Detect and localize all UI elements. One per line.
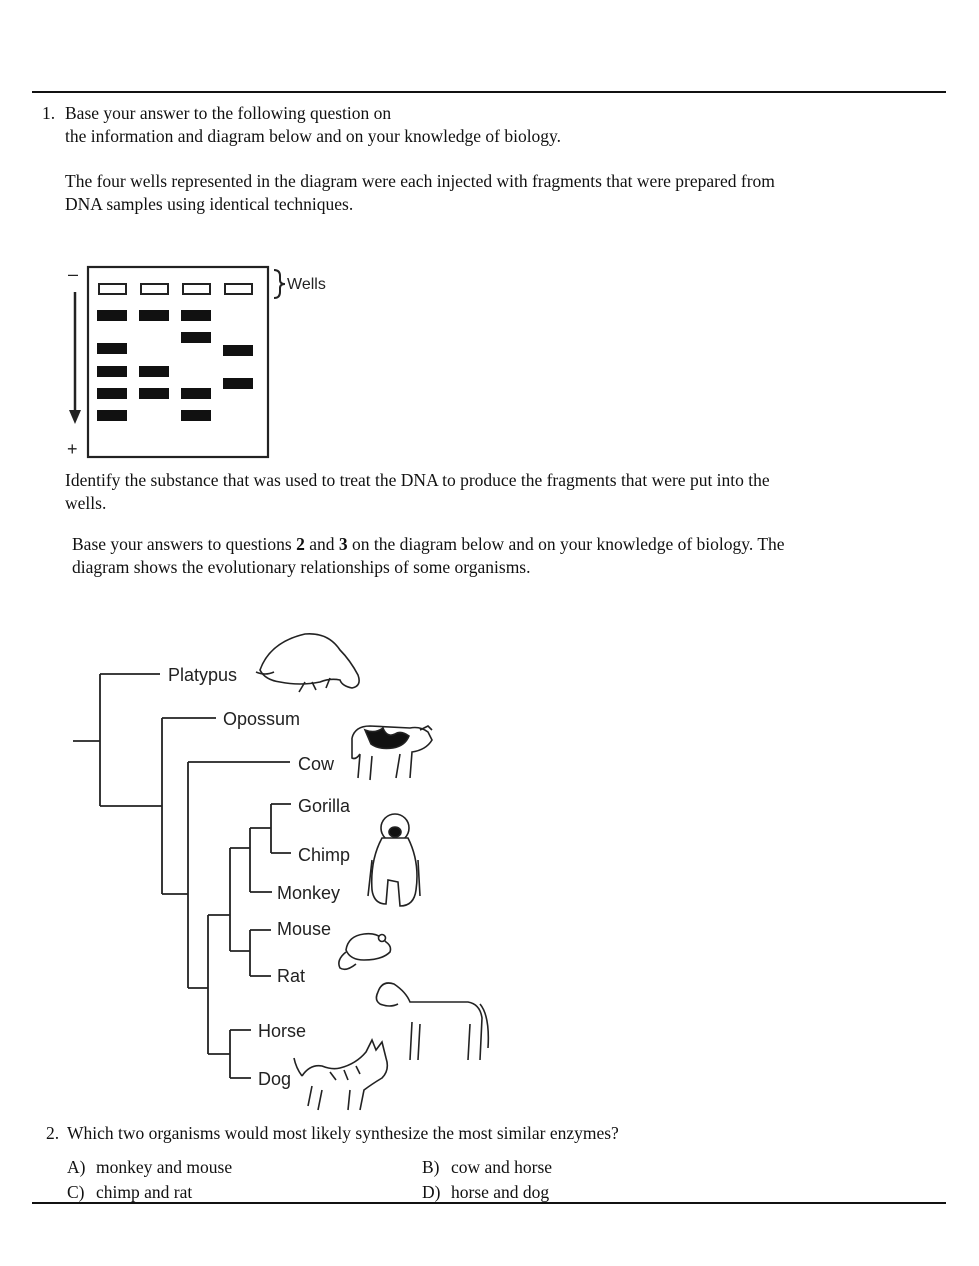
q1-context-line2: DNA samples using identical techniques. [65,194,354,214]
taxon-horse: Horse [258,1021,307,1041]
wells-bracket [274,270,285,298]
band [97,388,127,399]
q1-question-line2: wells. [65,493,107,513]
gel-plus-label: + [67,439,78,459]
option-a-text[interactable]: monkey and mouse [96,1157,233,1177]
well-4 [225,284,252,294]
q23-intro-q3: 3 [338,534,348,554]
q2-question: Which two organisms would most likely synthesize the most similar enzymes? [67,1123,619,1143]
option-c-letter[interactable]: C) [67,1182,85,1202]
q23-intro-q2: 2 [296,534,305,554]
well-1 [99,284,126,294]
gel-frame [88,267,268,457]
band [223,378,253,389]
band [97,410,127,421]
gel-diagram [60,262,360,462]
migration-arrow-head [69,410,81,424]
taxon-dog: Dog [258,1069,292,1089]
q1-context-line1: The four wells represented in the diagram were each injected with fragments that were prepared from [65,171,775,191]
band [181,332,211,343]
option-d-text[interactable]: horse and dog [451,1182,550,1202]
cow-icon [352,726,432,780]
q2-number: 2. [46,1123,60,1143]
gel-minus-label: – [68,264,79,284]
phylogenetic-tree [60,620,520,1120]
q23-intro-and: and [304,534,339,554]
mouse-icon [339,934,391,970]
q1-number: 1. [42,103,56,123]
q23-intro-part2: on the diagram below and on your knowledge of biology. The [347,534,785,554]
option-b-text[interactable]: cow and horse [451,1157,553,1177]
q23-intro-part1: Base your answers to questions [72,534,297,554]
option-a-letter[interactable]: A) [67,1157,86,1177]
gorilla-icon [368,814,420,906]
taxon-monkey: Monkey [277,883,341,903]
band [181,310,211,321]
band [139,366,169,377]
band [139,388,169,399]
q1-intro-line1: Base your answer to the following question on [65,103,392,123]
taxon-mouse: Mouse [277,919,332,939]
q23-intro-line2: diagram shows the evolutionary relationships of some organisms. [72,557,531,577]
q23-intro-line1 [72,533,785,556]
taxon-chimp: Chimp [298,845,351,865]
taxon-rat: Rat [277,966,306,986]
well-3 [183,284,210,294]
band [181,388,211,399]
q1-question-line1: Identify the substance that was used to treat the DNA to produce the fragments that were put into the [65,470,770,490]
band [223,345,253,356]
wells-label: Wells [287,276,326,293]
option-d-letter[interactable]: D) [422,1182,441,1202]
taxon-cow: Cow [298,754,335,774]
platypus-icon [256,634,359,692]
tree-branches [73,674,291,1078]
band [97,366,127,377]
option-c-text[interactable]: chimp and rat [96,1182,193,1202]
option-b-letter[interactable]: B) [422,1157,440,1177]
well-2 [141,284,168,294]
taxon-gorilla: Gorilla [298,796,351,816]
taxon-opossum: Opossum [223,709,301,729]
top-rule [32,91,946,93]
band [97,310,127,321]
dog-icon [294,1040,387,1110]
band [97,343,127,354]
band [139,310,169,321]
taxon-platypus: Platypus [168,665,238,685]
band [181,410,211,421]
horse-icon [376,983,488,1060]
bottom-rule [32,1202,946,1204]
q1-intro-line2: the information and diagram below and on your knowledge of biology. [65,126,562,146]
